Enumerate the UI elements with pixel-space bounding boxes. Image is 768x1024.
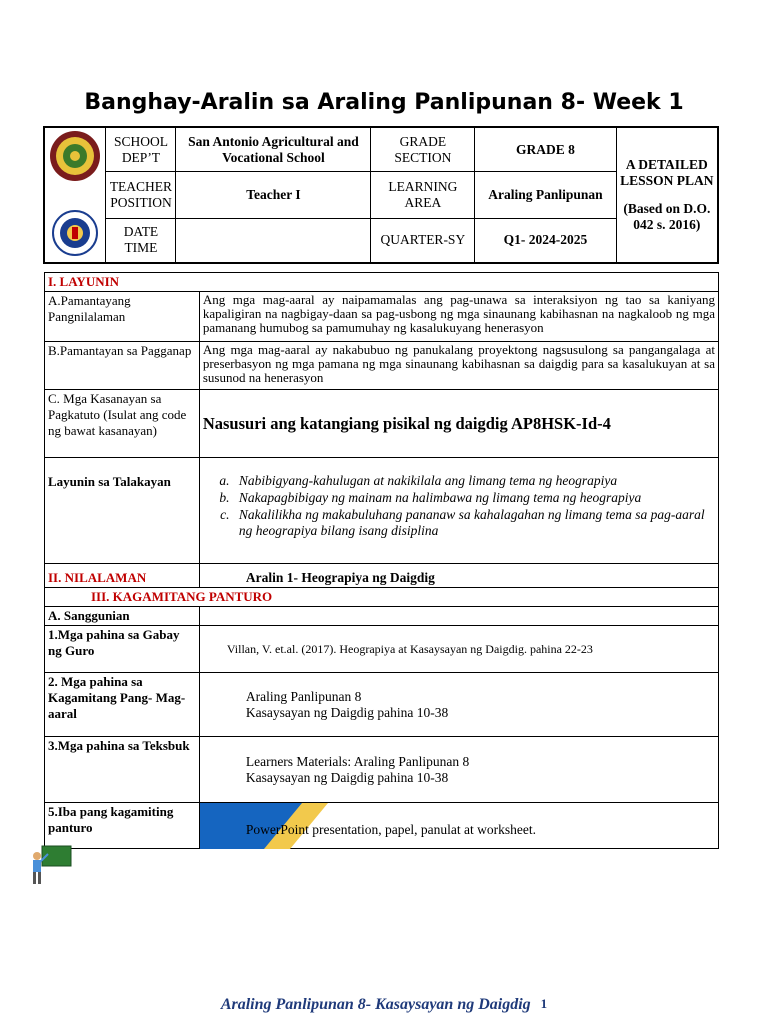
talakayan-label: Layunin sa Talakayan	[45, 458, 200, 564]
plan-title: A DETAILED LESSON PLAN	[620, 157, 714, 188]
quarter-label: QUARTER-SY	[371, 218, 475, 263]
school-seal-icon	[49, 130, 101, 182]
page-title: Banghay-Aralin sa Araling Panlipunan 8- Week 1	[84, 90, 684, 115]
plan-cell	[616, 127, 718, 263]
kagamitan-heading: III. KAGAMITANG PANTURO	[45, 588, 719, 607]
objective-item: a. Nabibigyang-kahulugan at nakikilala ang limang tema ng heograpiya	[233, 473, 715, 489]
area-value: Araling Panlipunan	[475, 172, 616, 219]
iba-label: 5.Iba pang kagamiting panturo	[45, 803, 200, 849]
deped-seal-icon	[52, 210, 98, 256]
kasanayan-text: Nasusuri ang katangiang pisikal ng daigdig AP8HSK-Id-4	[199, 390, 718, 458]
date-value	[176, 218, 371, 263]
pamantayang-text: Ang mga mag-aaral ay naipamamalas ang pag-unawa sa interaksiyon ng tao sa kaniyang kapaligiran na nagbigay-daan sa pag-usbong ng mga sinaunang kabihasnan na nagkaloob ng mga pamanang humubog sa pamumuhay ng kasalukuyang henerasyon	[199, 292, 718, 342]
logo-cell	[44, 127, 106, 263]
date-label: DATE TIME	[106, 218, 176, 263]
grade-value: GRADE 8	[475, 127, 616, 172]
nilalaman-text: Aralin 1- Heograpiya ng Daigdig	[199, 564, 718, 588]
iba-cell	[199, 803, 718, 849]
lesson-table	[44, 272, 719, 849]
teksbuk-label: 3.Mga pahina sa Teksbuk	[45, 737, 200, 803]
kagamitan-cell	[199, 673, 718, 737]
pagganap-text: Ang mga mag-aaral ay nakabubuo ng panukalang proyektong nagsusulong sa pangangalaga at preserbasyon ng mga pamana ng mga sinaunang kabihasnan sa daigdig para sa kasalukuyan at sa susunod na henerasyon	[199, 342, 718, 390]
header-table	[43, 126, 719, 264]
teksbuk-line1: Learners Materials: Araling Panlipunan 8	[245, 753, 470, 769]
objective-item: c. Nakalilikha ng makabuluhang pananaw sa kahalagahan ng limang tema sa pag-aaral ng heograpiya bilang isang disiplina	[233, 507, 715, 539]
objectives-cell	[199, 458, 718, 564]
school-label: SCHOOL DEP’T	[106, 127, 176, 172]
iba-text: PowerPoint presentation, papel, panulat at worksheet.	[245, 822, 537, 837]
gabay-text: Villan, V. et.al. (2017). Heograpiya at Kasaysayan ng Daigdig. pahina 22-23	[199, 626, 718, 673]
school-value: San Antonio Agricultural and Vocational School	[176, 127, 371, 172]
kagamitan-line2: Kasaysayan ng Daigdig pahina 10-38	[245, 704, 449, 720]
plan-note: (Based on D.O. 042 s. 2016)	[623, 201, 711, 232]
pamantayang-label: A.Pamantayang Pangnilalaman	[45, 292, 200, 342]
teacher-label: TEACHER POSITION	[106, 172, 176, 219]
nilalaman-heading: II. NILALAMAN	[45, 564, 200, 588]
teksbuk-line2: Kasaysayan ng Daigdig pahina 10-38	[245, 769, 449, 785]
kagamitan-label: 2. Mga pahina sa Kagamitang Pang- Mag-aaral	[45, 673, 200, 737]
objective-item: b. Nakapagbibigay ng mainam na halimbawa ng limang tema ng heograpiya	[233, 490, 715, 506]
teacher-value: Teacher I	[176, 172, 371, 219]
layunin-heading: I. LAYUNIN	[45, 273, 719, 292]
footer	[0, 996, 768, 1014]
sanggunian-blank	[199, 607, 718, 626]
footer-text: Araling Panlipunan 8- Kasaysayan ng Daigdig	[220, 996, 531, 1013]
grade-label: GRADE SECTION	[371, 127, 475, 172]
kasanayan-label: C. Mga Kasanayan sa Pagkatuto (Isulat ang code ng bawat kasanayan)	[45, 390, 200, 458]
sanggunian-label: A. Sanggunian	[45, 607, 200, 626]
teksbuk-cell	[199, 737, 718, 803]
area-label: LEARNING AREA	[371, 172, 475, 219]
teacher-board-icon	[28, 844, 72, 886]
pagganap-label: B.Pamantayan sa Pagganap	[45, 342, 200, 390]
kagamitan-line1: Araling Panlipunan 8	[245, 688, 362, 704]
objectives-list	[203, 473, 715, 539]
gabay-label: 1.Mga pahina sa Gabay ng Guro	[45, 626, 200, 673]
quarter-value: Q1- 2024-2025	[475, 218, 616, 263]
page-number: 1	[540, 996, 548, 1011]
